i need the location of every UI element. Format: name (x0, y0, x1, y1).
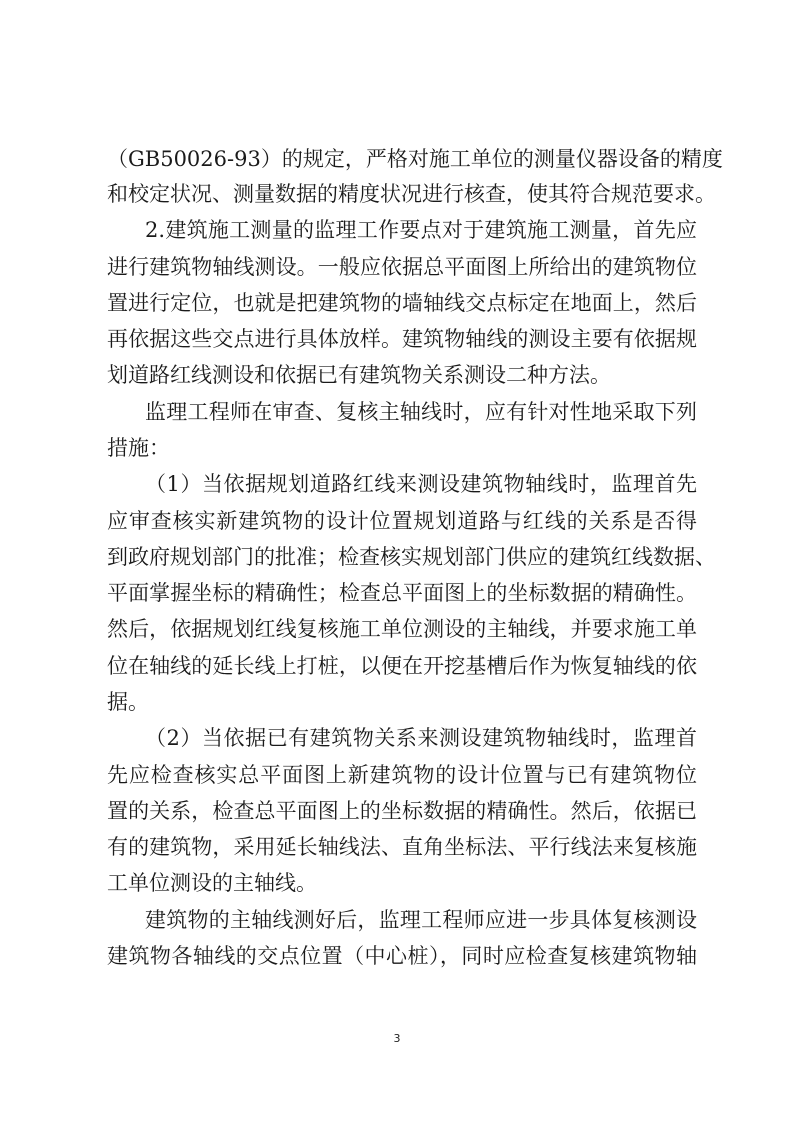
text-line: 进行建筑物轴线测设。一般应依据总平面图上所给出的建筑物位 (107, 255, 697, 279)
page-number: 3 (393, 1032, 401, 1045)
text-line: 2.建筑施工测量的监理工作要点对于建筑施工测量，首先应 (145, 218, 697, 242)
text-line: 位在轴线的延长线上打桩，以便在开挖基槽后作为恢复轴线的依 (107, 654, 697, 678)
text-line: （1）当依据规划道路红线来测设建筑物轴线时，监理首先 (145, 472, 697, 496)
text-line: 置进行定位，也就是把建筑物的墙轴线交点标定在地面上，然后 (107, 291, 697, 315)
text-line: 建筑物各轴线的交点位置（中心桩），同时应检查复核建筑物轴 (107, 944, 697, 968)
text-line: 据。 (107, 690, 149, 714)
text-line: 平面掌握坐标的精确性；检查总平面图上的坐标数据的精确性。 (107, 581, 697, 605)
text-line: 再依据这些交点进行具体放样。建筑物轴线的测设主要有依据规 (107, 327, 697, 351)
text-line: 工单位测设的主轴线。 (107, 871, 317, 895)
text-line: 然后，依据规划红线复核施工单位测设的主轴线，并要求施工单 (107, 617, 697, 641)
text-line: （2）当依据已有建筑物关系来测设建筑物轴线时，监理首 (145, 726, 697, 750)
text-line: （GB50026-93）的规定，严格对施工单位的测量仪器设备的精度 (107, 147, 723, 171)
text-line: 应审查核实新建筑物的设计位置规划道路与红线的关系是否得 (107, 509, 697, 533)
text-line: 有的建筑物，采用延长轴线法、直角坐标法、平行线法来复核施 (107, 835, 697, 859)
text-line: 建筑物的主轴线测好后，监理工程师应进一步具体复核测设 (145, 908, 697, 932)
text-line: 和校定状况、测量数据的精度状况进行核查，使其符合规范要求。 (107, 182, 716, 206)
text-line: 置的关系，检查总平面图上的坐标数据的精确性。然后，依据已 (107, 799, 697, 823)
text-line: 监理工程师在审查、复核主轴线时，应有针对性地采取下列 (145, 400, 697, 424)
text-line: 措施： (107, 436, 170, 460)
text-line: 划道路红线测设和依据已有建筑物关系测设二种方法。 (107, 363, 611, 387)
text-line: 到政府规划部门的批准；检查核实规划部门供应的建筑红线数据、 (107, 545, 716, 569)
text-line: 先应检查核实总平面图上新建筑物的设计位置与已有建筑物位 (107, 763, 697, 787)
